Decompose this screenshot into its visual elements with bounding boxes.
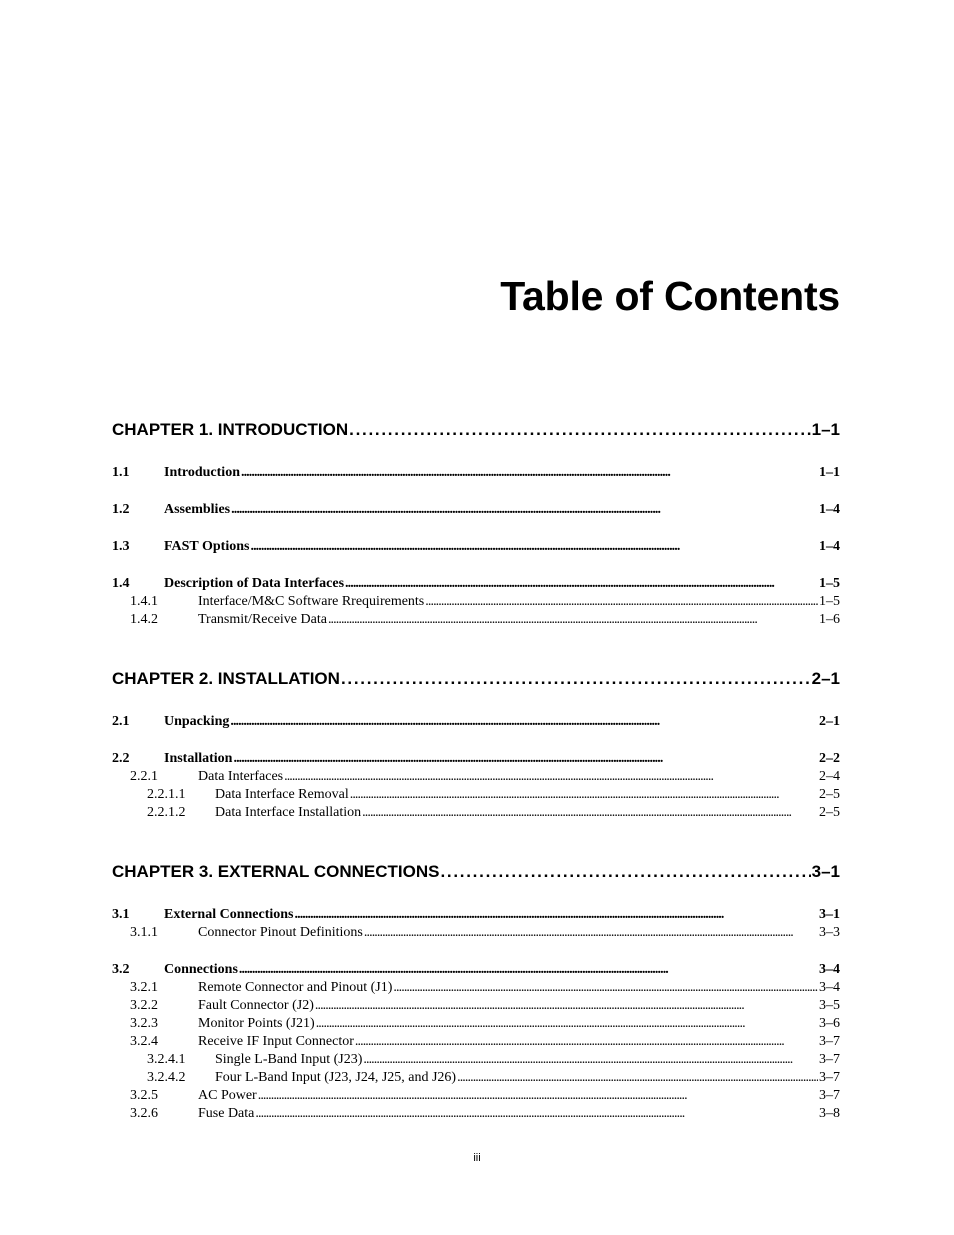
toc-subsection-3-1-1[interactable] <box>112 924 840 942</box>
dot-leader <box>258 1087 818 1105</box>
subsection-label: Fuse Data <box>198 1106 255 1121</box>
section-number: 1.3 <box>112 539 130 554</box>
toc-chapter-1[interactable] <box>112 417 840 443</box>
toc-subsection-3-2-2[interactable] <box>112 997 840 1015</box>
dot-leader <box>316 1015 818 1033</box>
subsection-label: Remote Connector and Pinout (J1) <box>198 980 393 995</box>
section-number: 3.2 <box>112 962 130 977</box>
subsection-label: Interface/M&C Software Rrequirements <box>198 594 425 609</box>
section-number: 1.2 <box>112 502 130 517</box>
page-number: 3–5 <box>819 998 840 1013</box>
subsubsection-label: Single L-Band Input (J23) <box>215 1052 363 1067</box>
toc-section-3-2[interactable] <box>112 961 840 979</box>
section-label: FAST Options <box>164 539 250 554</box>
page-number: 2–4 <box>819 769 840 784</box>
toc-section-1-4[interactable] <box>112 575 840 593</box>
dot-leader <box>350 786 818 804</box>
section-number: 2.2 <box>112 751 130 766</box>
section-label: Introduction <box>164 465 240 480</box>
section-label: Description of Data Interfaces <box>164 576 345 591</box>
subsection-number: 1.4.1 <box>130 594 158 609</box>
subsection-label: Data Interfaces <box>198 769 284 784</box>
subsubsection-label: Four L-Band Input (J23, J24, J25, and J26) <box>215 1070 457 1085</box>
toc-subsection-3-2-5[interactable] <box>112 1087 840 1105</box>
subsubsection-label: Data Interface Removal <box>215 787 349 802</box>
page-number: 3–1 <box>811 862 840 881</box>
subsection-number: 1.4.2 <box>130 612 158 627</box>
toc-subsubsection-2-2-1-1[interactable] <box>112 786 840 804</box>
subsection-number: 3.2.2 <box>130 998 158 1013</box>
dot-leader <box>425 593 818 611</box>
page-title: Table of Contents <box>500 273 840 319</box>
toc-section-1-3[interactable] <box>112 538 840 556</box>
subsection-label: Connector Pinout Definitions <box>198 925 363 940</box>
section-number: 1.4 <box>112 576 130 591</box>
chapter-label: CHAPTER 1. INTRODUCTION <box>112 420 349 439</box>
page-number: 3–6 <box>819 1016 840 1031</box>
subsubsection-number: 2.2.1.1 <box>147 787 186 802</box>
dot-leader <box>364 924 818 942</box>
section-number: 1.1 <box>112 465 130 480</box>
page-number: 1–5 <box>819 576 840 591</box>
page-number: 3–7 <box>819 1034 840 1049</box>
toc-subsubsection-3-2-4-1[interactable] <box>112 1051 840 1069</box>
toc-section-2-1[interactable] <box>112 713 840 731</box>
dot-leader <box>341 666 811 692</box>
subsection-label: AC Power <box>198 1088 257 1103</box>
page-number: 2–5 <box>819 787 840 802</box>
page-number: 3–4 <box>819 962 840 977</box>
page-number: 3–3 <box>819 925 840 940</box>
subsubsection-number: 2.2.1.2 <box>147 805 186 820</box>
toc-chapter-2[interactable] <box>112 666 840 692</box>
page-number: 1–1 <box>819 465 840 480</box>
section-label: Connections <box>164 962 238 977</box>
toc-section-3-1[interactable] <box>112 906 840 924</box>
section-label: Installation <box>164 751 233 766</box>
subsubsection-number: 3.2.4.1 <box>147 1052 186 1067</box>
dot-leader <box>349 417 811 443</box>
page-number: 3–8 <box>819 1106 840 1121</box>
dot-leader <box>233 750 818 768</box>
toc-subsubsection-2-2-1-2[interactable] <box>112 804 840 822</box>
subsection-label: Receive IF Input Connector <box>198 1034 354 1049</box>
section-label: Unpacking <box>164 714 230 729</box>
subsection-number: 3.2.6 <box>130 1106 158 1121</box>
toc-subsection-1-4-1[interactable] <box>112 593 840 611</box>
subsubsection-label: Data Interface Installation <box>215 805 362 820</box>
page-number: 3–1 <box>819 907 840 922</box>
subsection-number: 2.2.1 <box>130 769 158 784</box>
dot-leader <box>328 611 818 629</box>
section-label: External Connections <box>164 907 294 922</box>
page-number: 2–2 <box>819 751 840 766</box>
dot-leader <box>230 713 818 731</box>
subsection-number: 3.2.5 <box>130 1088 158 1103</box>
page-number: 3–7 <box>819 1088 840 1103</box>
subsubsection-number: 3.2.4.2 <box>147 1070 186 1085</box>
toc-section-2-2[interactable] <box>112 750 840 768</box>
subsection-number: 3.2.4 <box>130 1034 158 1049</box>
page-number: 2–5 <box>819 805 840 820</box>
section-label: Assemblies <box>164 502 231 517</box>
subsection-label: Monitor Points (J21) <box>198 1016 315 1031</box>
footer-page-number: iii <box>473 1152 481 1164</box>
dot-leader <box>284 768 818 786</box>
subsection-number: 3.2.1 <box>130 980 158 995</box>
dot-leader <box>241 464 818 482</box>
dot-leader <box>250 538 818 556</box>
dot-leader <box>393 979 818 997</box>
dot-leader <box>315 997 818 1015</box>
page-number: 1–4 <box>819 539 840 554</box>
dot-leader <box>363 1051 818 1069</box>
dot-leader <box>440 859 810 885</box>
toc-section-1-2[interactable] <box>112 501 840 519</box>
toc-subsection-1-4-2[interactable] <box>112 611 840 629</box>
page-number: 2–1 <box>811 669 840 688</box>
toc-section-1-1[interactable] <box>112 464 840 482</box>
chapter-label: CHAPTER 2. INSTALLATION <box>112 669 340 688</box>
dot-leader <box>255 1105 818 1123</box>
toc-subsection-3-2-3[interactable] <box>112 1015 840 1033</box>
toc-subsection-3-2-6[interactable] <box>112 1105 840 1123</box>
subsection-label: Transmit/Receive Data <box>198 612 327 627</box>
toc-subsection-3-2-4[interactable] <box>112 1033 840 1051</box>
subsection-label: Fault Connector (J2) <box>198 998 314 1013</box>
page-number: 3–7 <box>819 1070 840 1085</box>
dot-leader <box>295 906 819 924</box>
dot-leader <box>362 804 818 822</box>
subsection-number: 3.1.1 <box>130 925 158 940</box>
toc-chapter-3[interactable] <box>112 859 840 885</box>
dot-leader <box>345 575 818 593</box>
subsection-number: 3.2.3 <box>130 1016 158 1031</box>
page-number: 1–6 <box>819 612 840 627</box>
chapter-label: CHAPTER 3. EXTERNAL CONNECTIONS <box>112 862 440 881</box>
toc-subsection-3-2-1[interactable] <box>112 979 840 997</box>
dot-leader <box>457 1069 818 1087</box>
page-number: 1–4 <box>819 502 840 517</box>
section-number: 2.1 <box>112 714 130 729</box>
toc-subsection-2-2-1[interactable] <box>112 768 840 786</box>
page-number: 3–4 <box>819 980 840 995</box>
page-number: 1–1 <box>811 420 840 439</box>
toc-subsubsection-3-2-4-2[interactable] <box>112 1069 840 1087</box>
section-number: 3.1 <box>112 907 130 922</box>
dot-leader <box>355 1033 818 1051</box>
page-number: 1–5 <box>819 594 840 609</box>
table-of-contents <box>112 417 840 1123</box>
dot-leader <box>231 501 818 519</box>
page-number: 3–7 <box>819 1052 840 1067</box>
dot-leader <box>239 961 818 979</box>
page-number: 2–1 <box>819 714 840 729</box>
